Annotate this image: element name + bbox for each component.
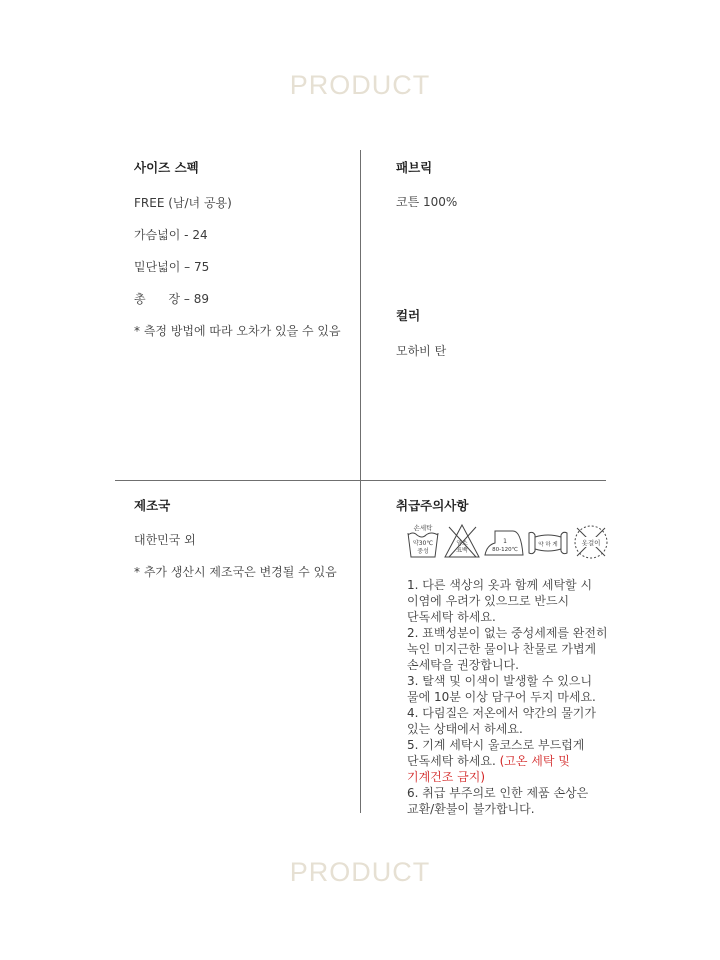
care-line: 이염에 우려가 있으므로 반드시 xyxy=(407,594,570,608)
color-value: 모하비 탄 xyxy=(396,344,447,358)
care-warning-text: (고온 세탁 및 xyxy=(499,754,570,768)
fabric-heading: 패브릭 xyxy=(396,160,433,175)
care-line: 교환/환불이 불가합니다. xyxy=(407,802,535,816)
size-hem: 밑단넓이 – 75 xyxy=(134,260,210,274)
iron-temp-text: 80-120℃ xyxy=(492,547,518,553)
no-tumble-dry-icon xyxy=(571,523,611,561)
care-line: 2. 표백성분이 없는 중성세제를 완전히 xyxy=(407,626,608,640)
care-instructions xyxy=(407,577,612,817)
wash-top-text: 손세탁 xyxy=(413,524,433,532)
care-line: 손세탁을 권장합니다. xyxy=(407,658,519,672)
care-line: 단독세탁 하세요. xyxy=(407,610,496,624)
brand-title-bottom: PRODUCT xyxy=(289,857,431,887)
iron-icon xyxy=(483,523,525,561)
brand-title-top: PRODUCT xyxy=(289,70,431,100)
origin-heading: 제조국 xyxy=(134,498,171,513)
care-line: 6. 취급 부주의로 인한 제품 손상은 xyxy=(407,786,589,800)
bleach-bottom-text: 표백 xyxy=(456,547,468,554)
color-heading: 컬러 xyxy=(396,308,421,323)
care-line: 물에 10분 이상 담구어 두지 마세요. xyxy=(407,690,596,704)
gentle-wring-icon xyxy=(527,523,569,561)
care-warning-text: 기계건조 금지) xyxy=(407,770,486,784)
size-chest: 가슴넓이 - 24 xyxy=(134,228,208,242)
iron-level-text: 1 xyxy=(503,538,507,545)
hand-wash-icon xyxy=(405,523,441,561)
care-heading: 취급주의사항 xyxy=(396,498,469,513)
origin-value: 대한민국 외 xyxy=(134,533,196,547)
fabric-value: 코튼 100% xyxy=(396,195,458,209)
care-line-text: 단독세탁 하세요. xyxy=(407,754,500,768)
care-line: 3. 탈색 및 이색이 발생할 수 있으니 xyxy=(407,674,593,688)
horizontal-divider xyxy=(115,480,606,481)
care-line: 1. 다른 색상의 옷과 함께 세탁할 시 xyxy=(407,578,593,592)
care-line: 4. 다림질은 저온에서 약간의 물기가 xyxy=(407,706,596,720)
size-note: * 측정 방법에 따라 오차가 있을 수 있음 xyxy=(134,324,341,338)
size-free: FREE (남/녀 공용) xyxy=(134,196,232,210)
size-length: 총 장 – 89 xyxy=(134,292,209,306)
origin-note: * 추가 생산시 제조국은 변경될 수 있음 xyxy=(134,565,337,579)
vertical-divider xyxy=(360,150,361,813)
dry-text: 옷걸이 xyxy=(581,539,601,547)
size-spec-heading: 사이즈 스펙 xyxy=(134,160,199,175)
no-chlorine-bleach-icon xyxy=(443,523,481,561)
care-line: 있는 상태에서 하세요. xyxy=(407,722,523,736)
bleach-top-text: 염소 xyxy=(456,540,468,547)
wring-text: 약 하 게 xyxy=(538,542,558,548)
care-line: 5. 기계 세탁시 울코스로 부드럽게 xyxy=(407,738,585,752)
wash-temp-text: 약30℃ xyxy=(412,540,434,547)
care-icons xyxy=(405,523,615,563)
care-line: 녹인 미지근한 물이나 찬물로 가볍게 xyxy=(407,642,597,656)
care-line xyxy=(407,753,612,769)
wash-detergent-text: 중성 xyxy=(417,548,429,555)
